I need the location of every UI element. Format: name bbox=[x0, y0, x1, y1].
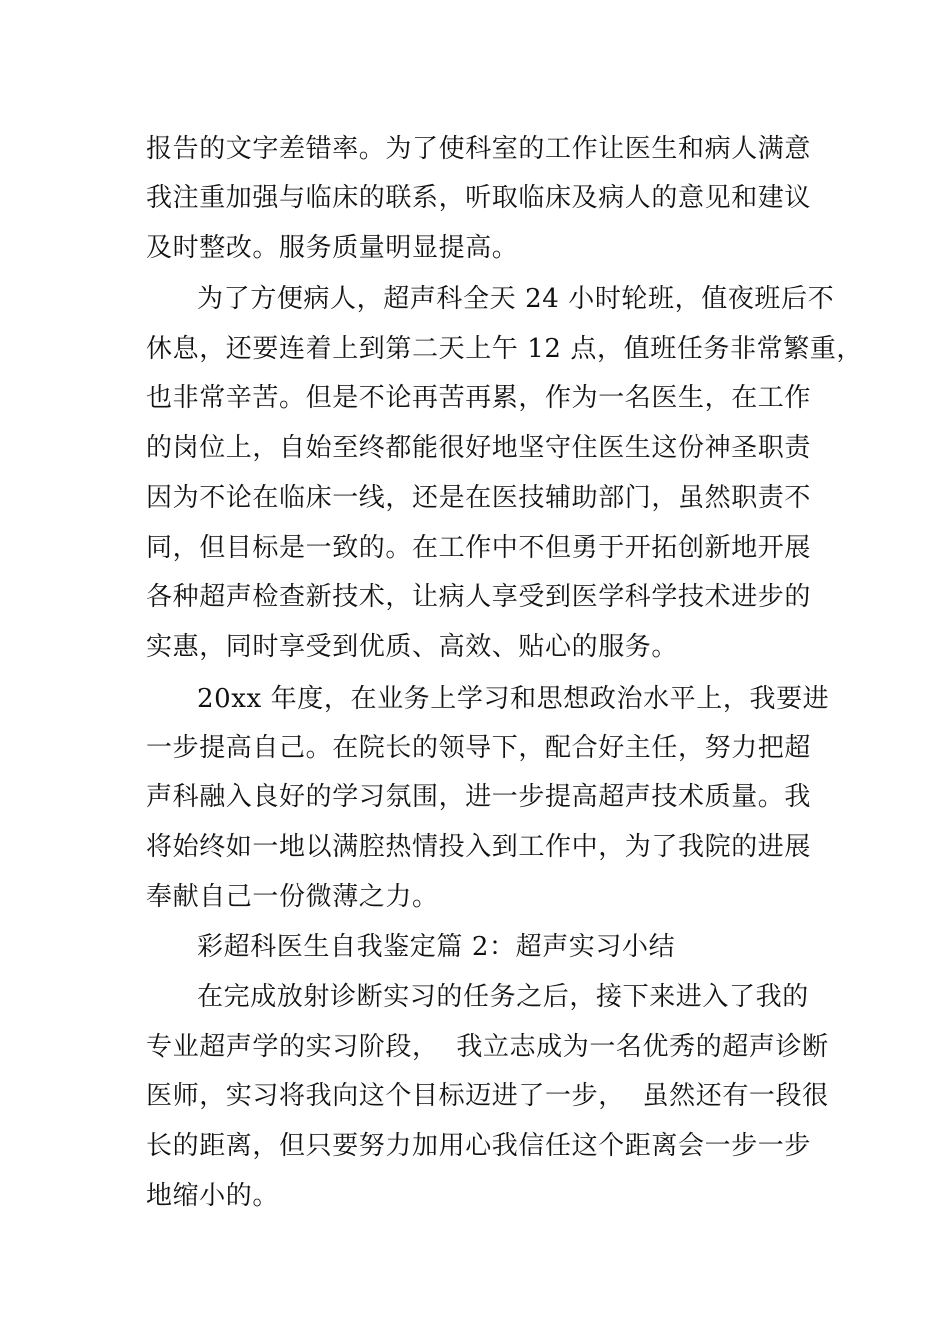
text-line: 各种超声检查新技术，让病人享受到医学科学技术进步的 bbox=[146, 582, 812, 612]
text-line: 专业超声学的实习阶段， 我立志成为一名优秀的超声诊断 bbox=[146, 1032, 829, 1062]
text-line: 实惠，同时享受到优质、高效、贴心的服务。 bbox=[146, 632, 679, 662]
section-heading: 彩超科医生自我鉴定篇 2：超声实习小结 bbox=[197, 932, 676, 962]
text-line: 也非常辛苦。但是不论再苦再累，作为一名医生，在工作 bbox=[146, 383, 812, 413]
paragraph-first-line: 20xx 年度，在业务上学习和思想政治水平上，我要进 bbox=[197, 684, 830, 714]
text-line: 报告的文字差错率。为了使科室的工作让医生和病人满意 bbox=[146, 134, 812, 164]
text-line: 及时整改。服务质量明显提高。 bbox=[146, 233, 519, 263]
paragraph-first-line: 为了方便病人，超声科全天 24 小时轮班，值夜班后不 bbox=[197, 284, 835, 314]
text-line: 地缩小的。 bbox=[146, 1181, 280, 1211]
text-line: 一步提高自己。在院长的领导下，配合好主任，努力把超 bbox=[146, 733, 812, 763]
text-line: 休息，还要连着上到第二天上午 12 点，值班任务非常繁重， bbox=[146, 334, 864, 364]
text-line: 将始终如一地以满腔热情投入到工作中，为了我院的进展 bbox=[146, 832, 812, 862]
text-line: 奉献自己一份微薄之力。 bbox=[146, 882, 439, 912]
text-line: 因为不论在临床一线，还是在医技辅助部门，虽然职责不 bbox=[146, 483, 812, 513]
text-line: 的岗位上，自始至终都能很好地坚守住医生这份神圣职责 bbox=[146, 433, 812, 463]
text-line: 我注重加强与临床的联系，听取临床及病人的意见和建议 bbox=[146, 183, 812, 213]
text-line: 声科融入良好的学习氛围，进一步提高超声技术质量。我 bbox=[146, 782, 812, 812]
text-line: 同，但目标是一致的。在工作中不但勇于开拓创新地开展 bbox=[146, 533, 812, 563]
paragraph-first-line: 在完成放射诊断实习的任务之后，接下来进入了我的 bbox=[197, 982, 809, 1012]
text-line: 长的距离，但只要努力加用心我信任这个距离会一步一步 bbox=[146, 1131, 812, 1161]
text-line: 医师，实习将我向这个目标迈进了一步， 虽然还有一段很 bbox=[146, 1081, 829, 1111]
